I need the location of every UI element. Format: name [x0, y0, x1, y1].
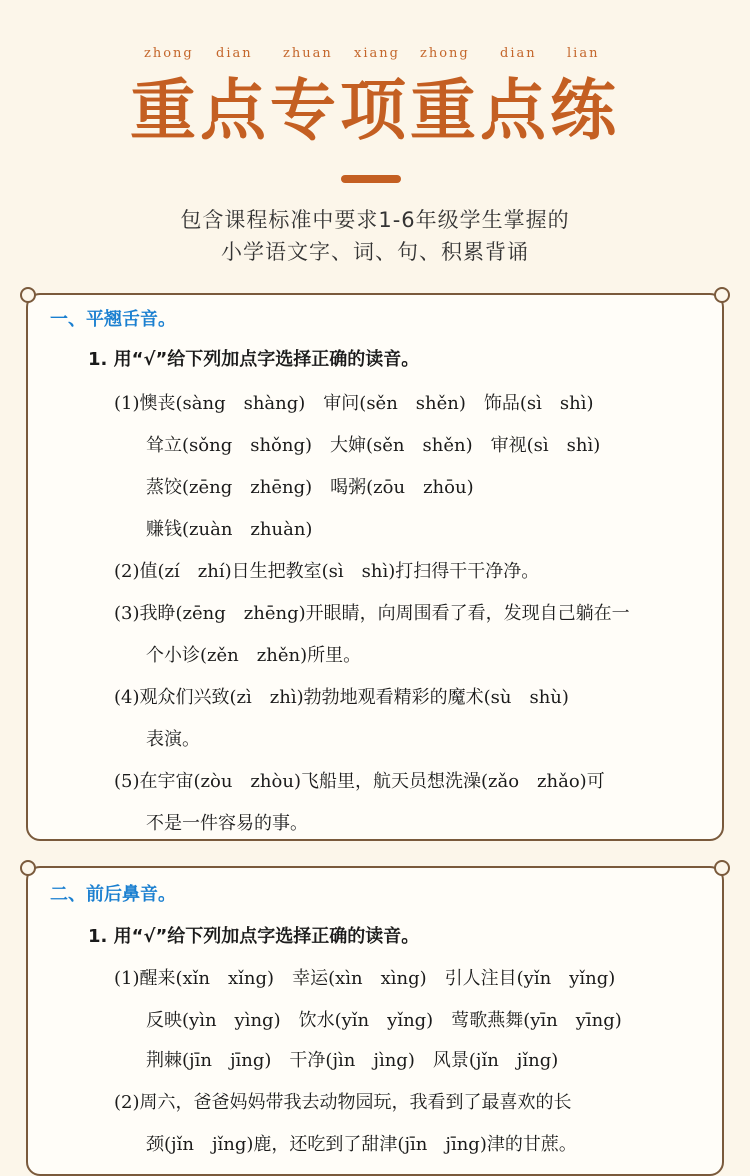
section-title: 一、平翘舌音。: [50, 309, 176, 330]
pinyin-syllable: lian: [567, 46, 600, 61]
question-stem: 1. 用“√”给下列加点字选择正确的读音。: [88, 349, 420, 370]
exercise-line: (1)懊丧(sàng shàng) 审问(sěn shěn) 饰品(sì shì): [114, 393, 594, 414]
exercise-line: 个小诊(zěn zhěn)所里。: [146, 645, 362, 666]
subtitle-line-1: 包含课程标准中要求1-6年级学生掌握的: [180, 208, 570, 232]
pinyin-syllable: zhong: [144, 46, 194, 61]
exercise-line: (4)观众们兴致(zì zhì)勃勃地观看精彩的魔术(sù shù): [114, 687, 569, 708]
exercise-line: 耸立(sǒng shǒng) 大婶(sěn shěn) 审视(sì shì): [146, 435, 601, 456]
exercise-line: (2)值(zí zhí)日生把教室(sì shì)打扫得干干净净。: [114, 561, 540, 582]
title-underline-bar: [341, 175, 401, 183]
exercise-line: 反映(yìn yìng) 饮水(yǐn yǐng) 莺歌燕舞(yīn yīng): [146, 1010, 622, 1031]
subtitle-line-2: 小学语文字、词、句、积累背诵: [221, 240, 529, 264]
pinyin-syllable: dian: [216, 46, 253, 61]
exercise-line: (1)醒来(xǐn xǐng) 幸运(xìn xìng) 引人注目(yǐn yǐng): [114, 968, 616, 989]
exercise-line: 荆棘(jīn jīng) 干净(jìn jìng) 风景(jǐn jǐng): [146, 1050, 559, 1071]
title-pinyin-row: [0, 46, 750, 66]
pinyin-syllable: dian: [500, 46, 537, 61]
page-title: 重点专项重点练: [130, 71, 620, 149]
exercise-line: 蒸饺(zēng zhēng) 喝粥(zōu zhōu): [146, 477, 474, 498]
exercise-line: 赚钱(zuàn zhuàn): [146, 519, 313, 540]
pinyin-syllable: xiang: [354, 46, 400, 61]
exercise-line: 表演。: [146, 729, 200, 750]
pinyin-syllable: zhong: [420, 46, 470, 61]
section-title: 二、前后鼻音。: [50, 884, 176, 905]
exercise-line: (5)在宇宙(zòu zhòu)飞船里，航天员想洗澡(zǎo zhǎo)可: [114, 771, 605, 792]
exercise-line: (2)周六，爸爸妈妈带我去动物园玩，我看到了最喜欢的长: [114, 1092, 572, 1113]
section-panel-1: [26, 293, 724, 841]
exercise-line: 颈(jǐn jǐng)鹿，还吃到了甜津(jīn jīng)津的甘蔗。: [146, 1134, 577, 1155]
pinyin-syllable: zhuan: [283, 46, 333, 61]
exercise-line: 不是一件容易的事。: [146, 813, 308, 834]
exercise-line: (3)我睁(zēng zhēng)开眼睛，向周围看了看，发现自己躺在一: [114, 603, 630, 624]
question-stem: 1. 用“√”给下列加点字选择正确的读音。: [88, 926, 420, 947]
section-panel-2: [26, 866, 724, 1176]
